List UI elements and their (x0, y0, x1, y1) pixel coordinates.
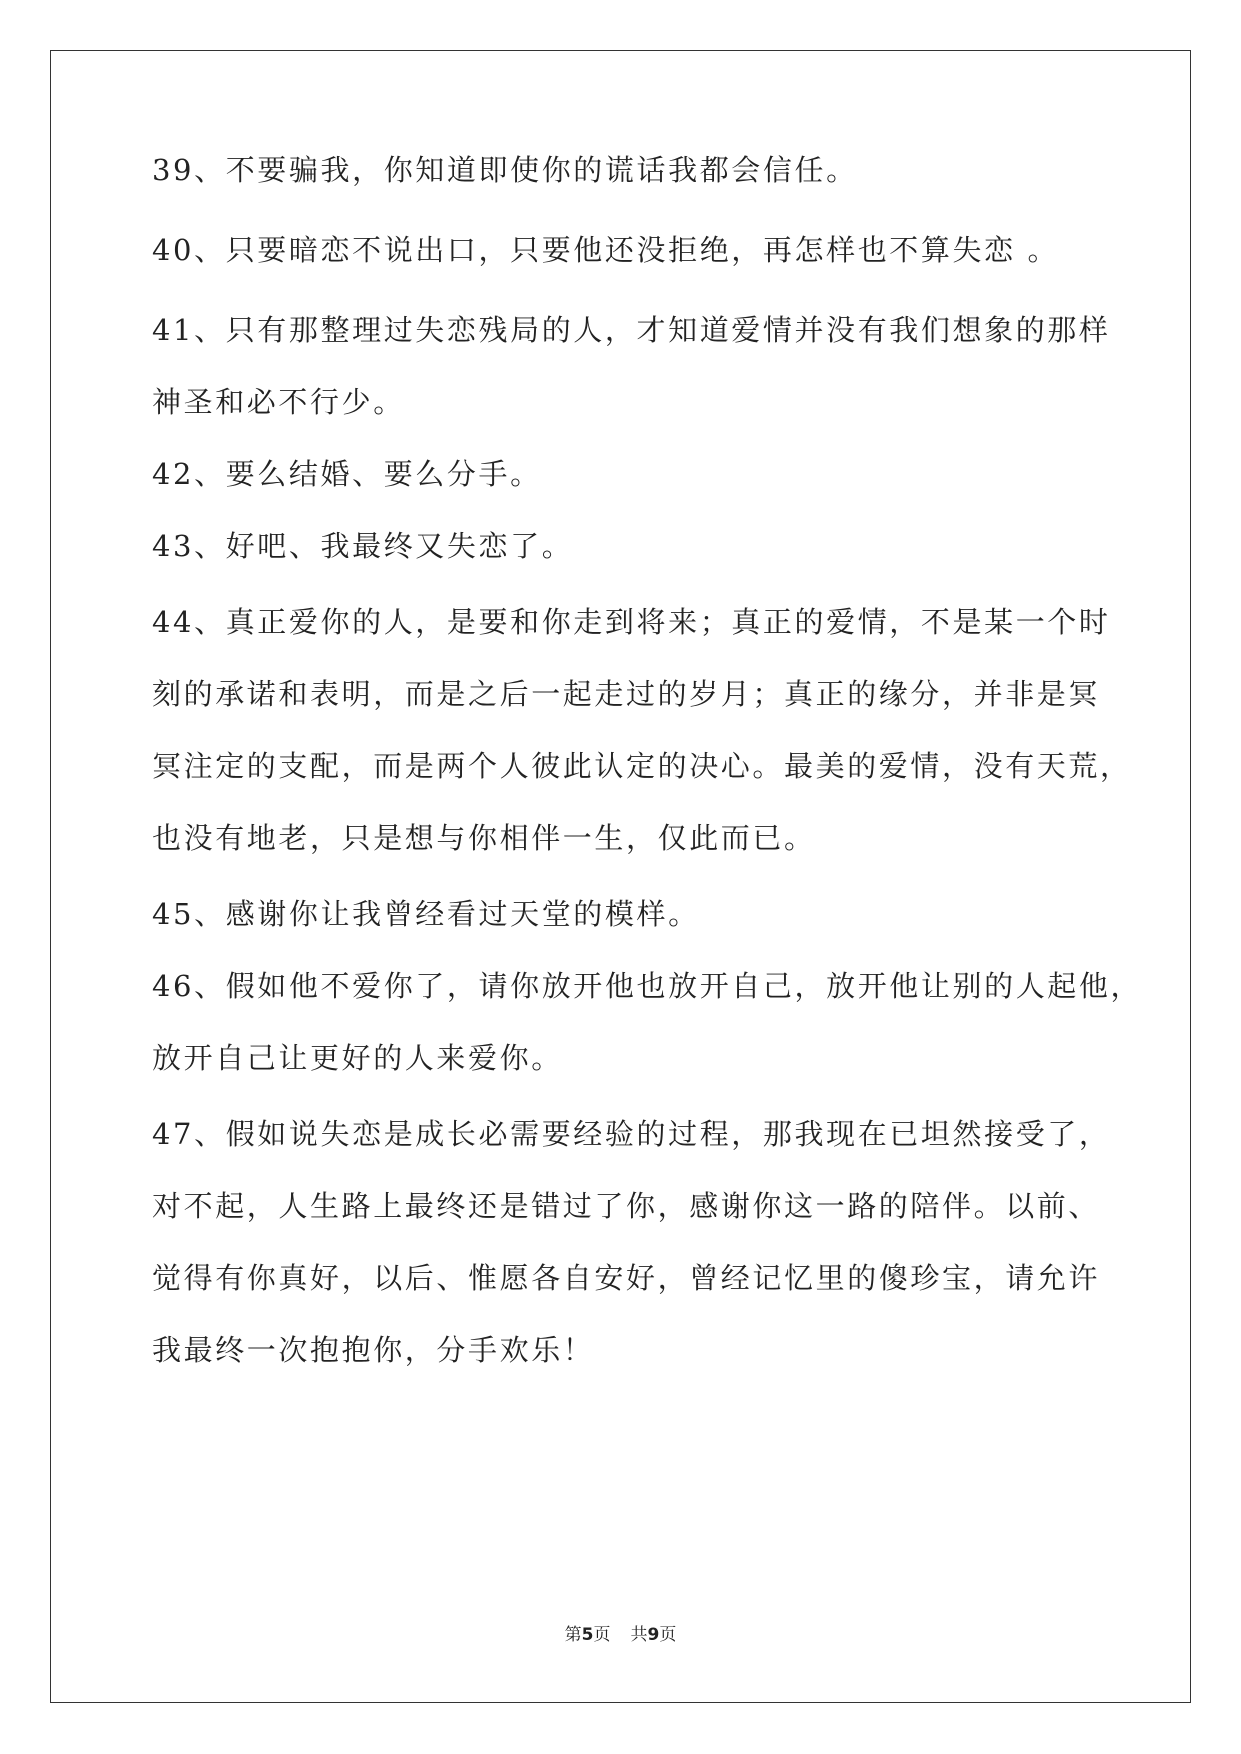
page-border (50, 50, 1191, 1703)
text-line: 对不起，人生路上最终还是错过了你，感谢你这一路的陪伴。以前、 (152, 1189, 1101, 1223)
page-prefix: 第 (564, 1625, 582, 1645)
text-line: 冥注定的支配，而是两个人彼此认定的决心。最美的爱情，没有天荒， (152, 749, 1132, 783)
text-line: 41、只有那整理过失恋残局的人，才知道爱情并没有我们想象的那样 (152, 313, 1111, 347)
text-line: 也没有地老，只是想与你相伴一生，仅此而已。 (152, 821, 816, 855)
total-pages: 9 (647, 1625, 660, 1645)
total-prefix: 共 (630, 1625, 648, 1645)
text-line: 我最终一次抱抱你，分手欢乐！ (152, 1333, 595, 1367)
text-line: 刻的承诺和表明，而是之后一起走过的岁月；真正的缘分，并非是冥 (152, 677, 1101, 711)
text-line: 43、好吧、我最终又失恋了。 (152, 529, 574, 563)
page-number: 5 (581, 1625, 594, 1645)
page-suffix: 页 (593, 1625, 611, 1645)
text-line: 42、要么结婚、要么分手。 (152, 457, 542, 491)
text-line: 47、假如说失恋是成长必需要经验的过程，那我现在已坦然接受了， (152, 1117, 1111, 1151)
text-line: 神圣和必不行少。 (152, 385, 405, 419)
text-line: 44、真正爱你的人，是要和你走到将来；真正的爱情，不是某一个时 (152, 605, 1111, 639)
text-line: 46、假如他不爱你了，请你放开他也放开自己，放开他让别的人起他， (152, 969, 1143, 1003)
text-line: 放开自己让更好的人来爱你。 (152, 1041, 563, 1075)
total-suffix: 页 (659, 1625, 677, 1645)
page-footer (0, 1620, 1241, 1645)
text-line: 觉得有你真好，以后、惟愿各自安好，曾经记忆里的傻珍宝，请允许 (152, 1261, 1101, 1295)
text-line: 40、只要暗恋不说出口，只要他还没拒绝，再怎样也不算失恋 。 (152, 233, 1060, 267)
text-line: 39、不要骗我，你知道即使你的谎话我都会信任。 (152, 153, 858, 187)
text-line: 45、感谢你让我曾经看过天堂的模样。 (152, 897, 700, 931)
